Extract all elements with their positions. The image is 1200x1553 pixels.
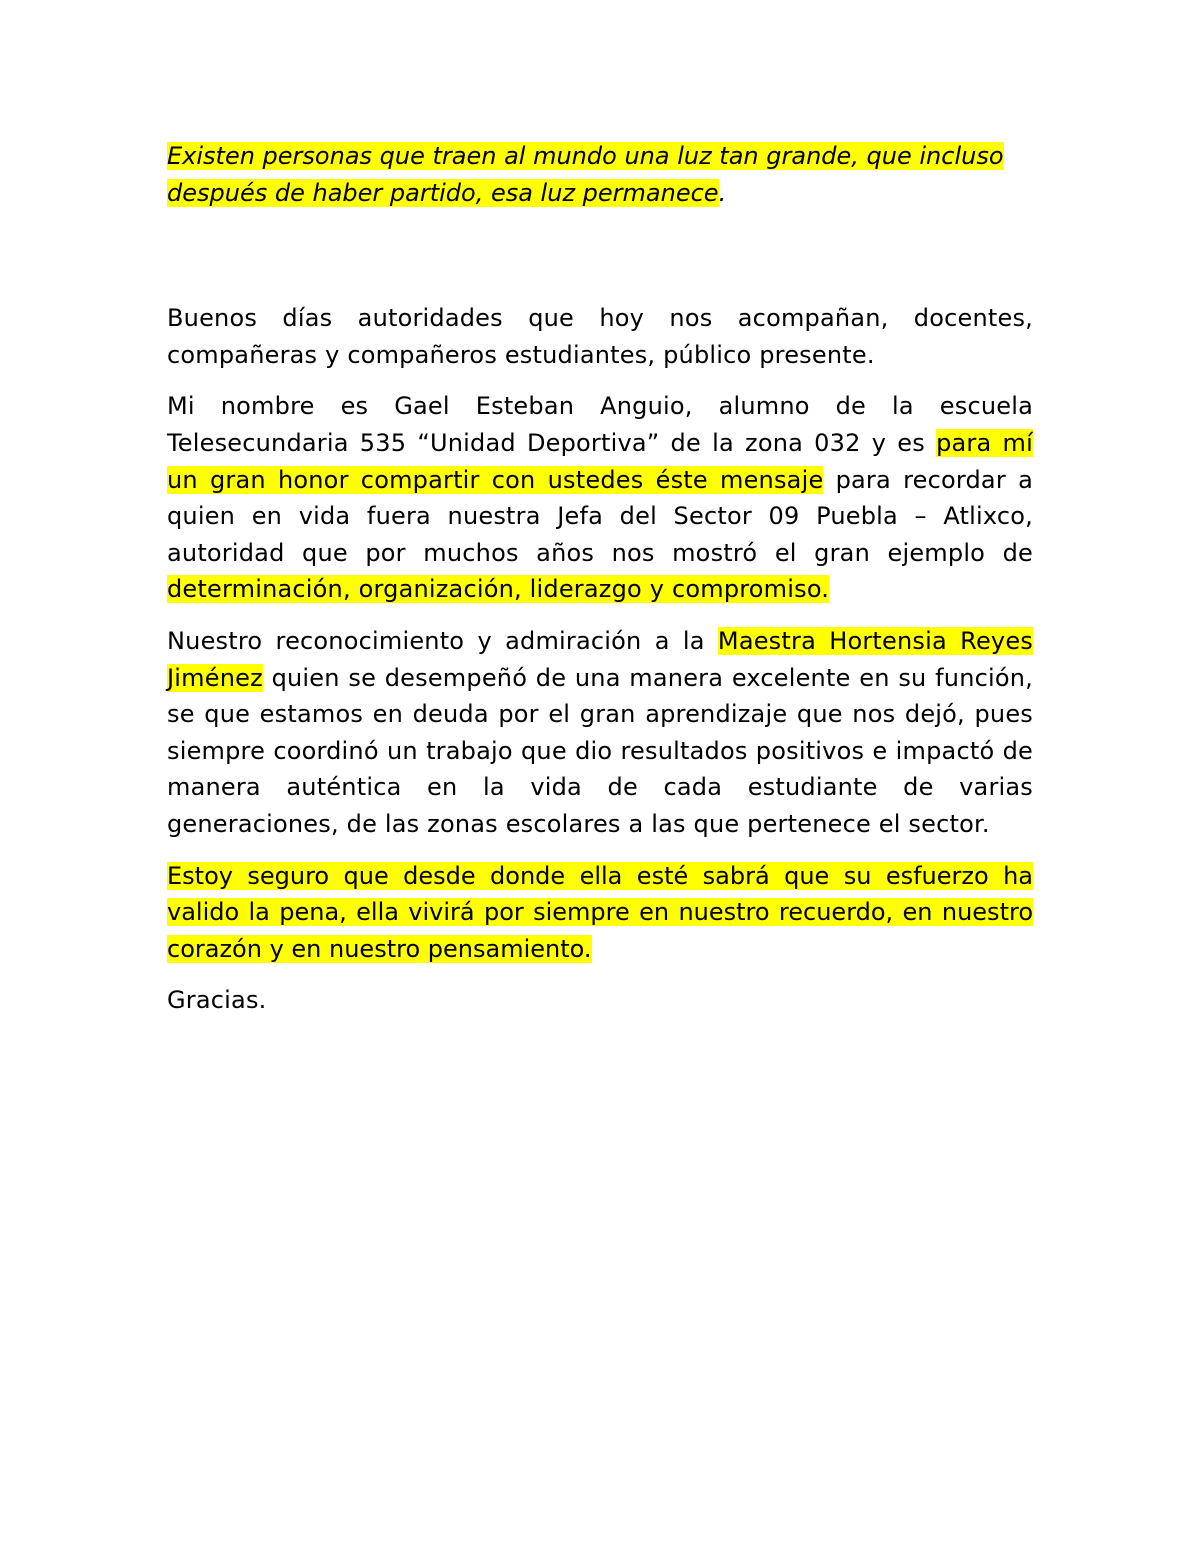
closing-highlight: Estoy seguro que desde donde ella esté sabrá que su esfuerzo ha valido la pena, ella vivirá por siempre en nuestro recuerdo, en nuestro corazón y en nuestro pensamiento. <box>167 861 1033 963</box>
intro-highlight-honor: para mí un gran honor compartir con ustedes éste mensaje <box>167 428 1034 494</box>
greeting-paragraph: Buenos días autoridades que hoy nos acompañan, docentes, compañeras y compañeros estudiantes, público presente. <box>167 304 1033 369</box>
opening-quote <box>167 138 1033 211</box>
thanks-paragraph: Gracias. <box>167 986 267 1015</box>
closing-paragraph <box>167 858 1033 968</box>
recognition-highlight-name: Maestra Hortensia Reyes Jiménez <box>167 626 1033 692</box>
document-body <box>167 138 1033 1019</box>
intro-text-1: Mi nombre es Gael Esteban Anguio, alumno de la escuela Telesecundaria 535 “Unidad Deportiva” de la zona 032 y es <box>167 392 1033 457</box>
intro-highlight-values: determinación, organización, liderazgo y compromiso. <box>167 575 830 604</box>
intro-paragraph <box>167 388 1033 608</box>
recognition-text-2: quien se desempeñó de una manera excelente en su función, se que estamos en deuda por el gran aprendizaje que nos dejó, pues siempre coordinó un trabajo que dio resultados positivos e impactó de manera auténtica en la vida de cada estudiante de varias generaciones, de las zonas escolares a las que pertenece el sector. <box>167 663 1033 838</box>
opening-quote-highlight: Existen personas que traen al mundo una luz tan grande, que incluso después de haber partido, esa luz permanece <box>167 142 1004 207</box>
recognition-paragraph <box>167 623 1033 843</box>
intro-text-2: para recordar a quien en vida fuera nuestra Jefa del Sector 09 Puebla – Atlixco, autoridad que por muchos años nos mostró el gran ejemplo de <box>167 465 1033 567</box>
opening-quote-period: . <box>718 178 727 207</box>
recognition-text-1: Nuestro reconocimiento y admiración a la <box>167 626 718 655</box>
